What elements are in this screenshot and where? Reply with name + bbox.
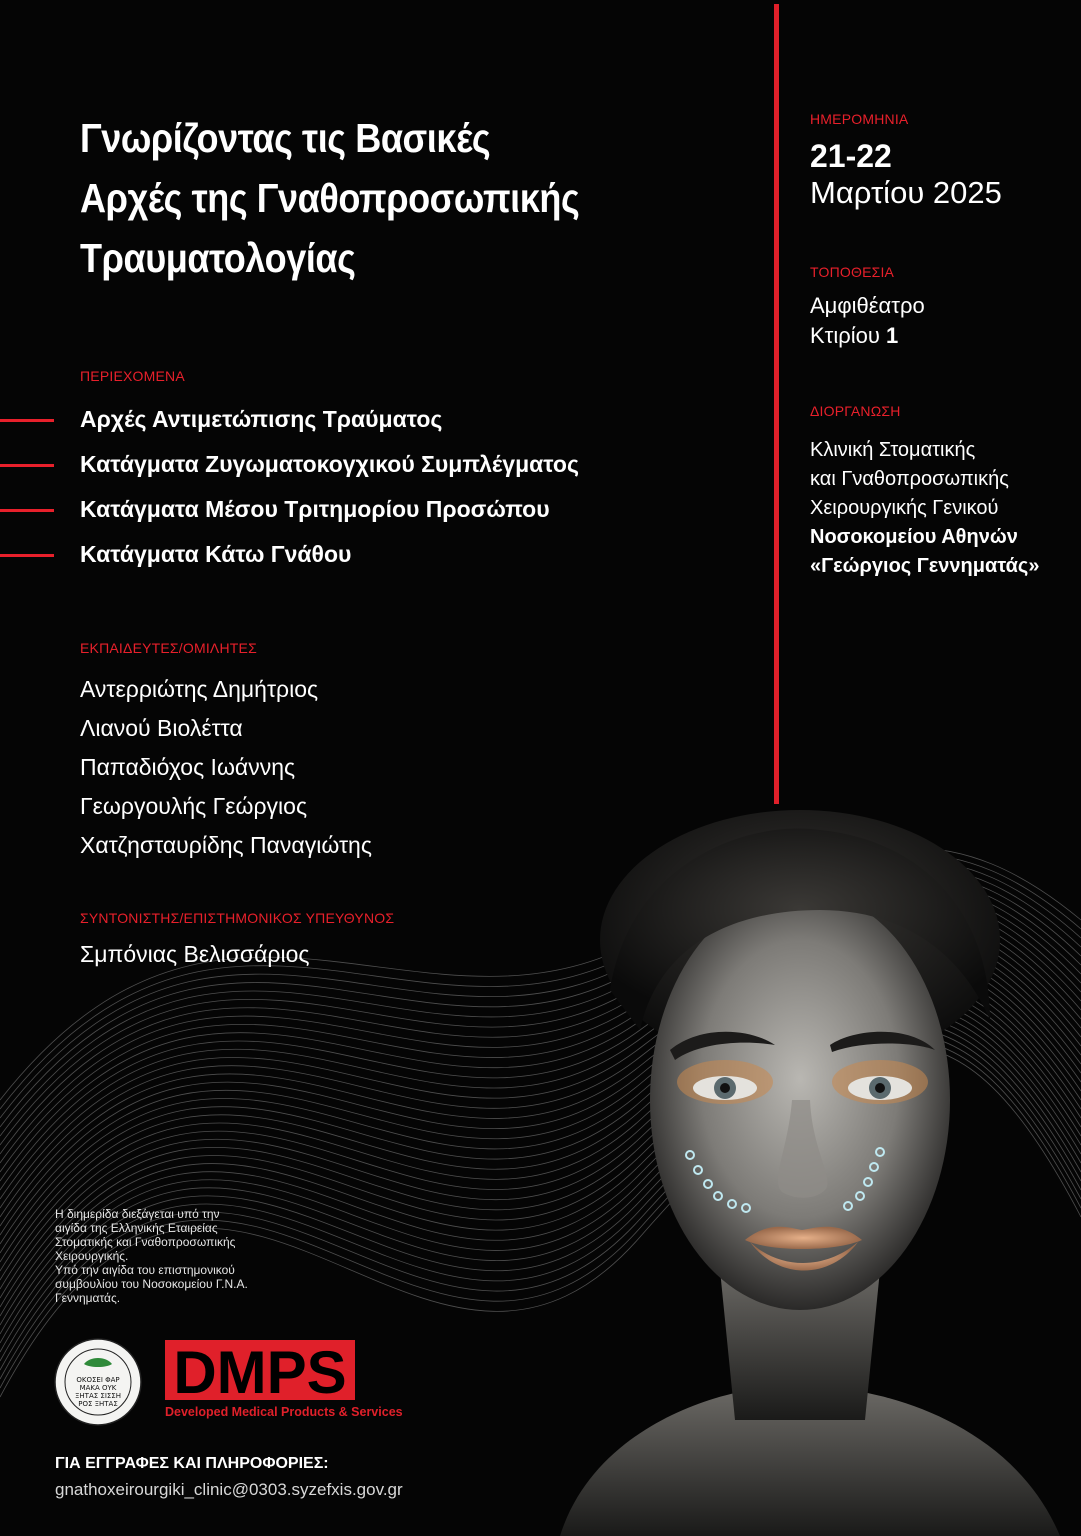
red-vertical-divider [774,4,779,804]
contents-list [0,398,720,578]
sponsor-note-line: Γεννηματάς. [55,1291,121,1305]
portrait-image [520,800,1081,1536]
organizer-line: Χειρουργικής Γενικού [810,497,999,519]
sponsor-note-line: συμβουλίου του Νοσοκομείου Γ.Ν.Α. [55,1277,248,1291]
seal-text: ΜΑΚΑ ΟΥΚ [79,1384,117,1392]
organizer-line: και Γναθοπροσωπικής [810,468,1009,490]
sponsor-note-line: αιγίδα της Ελληνικής Εταιρείας [55,1221,218,1235]
red-dash [0,509,54,512]
contents-item-text: Κατάγματα Μέσου Τριτημορίου Προσώπου [80,496,550,522]
sponsor-note-line: Η διημερίδα διεξάγεται υπό την [55,1207,220,1221]
sponsor-note-line: Χειρουργικής. [55,1249,129,1263]
dmps-logo [163,1338,403,1422]
coordinator-name: Σμπόνιας Βελισσάριος [80,941,310,967]
organizer-line: Νοσοκομείου Αθηνών [810,526,1018,548]
organizer-line: «Γεώργιος Γεννηματάς» [810,555,1040,577]
sponsor-note-line: Υπό την αιγίδα του επιστημονικού [55,1263,235,1277]
organizer-label: ΔΙΟΡΓΑΝΩΣΗ [810,403,901,419]
venue-line-2 [810,321,925,351]
page-title [80,108,661,288]
organizer-line: Κλινική Στοματικής [810,439,976,461]
sponsor-note [55,1207,265,1305]
contents-item-text: Κατάγματα Ζυγωματοκογχικού Συμπλέγματος [80,451,579,477]
speaker-name: Λιανού Βιολέττα [80,715,243,741]
red-dash [0,554,54,557]
venue-building: Κτιρίου [810,323,880,348]
list-item [0,533,720,578]
organizer [810,436,1039,581]
speaker-name: Χατζησταυρίδης Παναγιώτης [80,832,372,858]
registration-email[interactable]: gnathoxeirourgiki_clinic@0303.syzefxis.gov.gr [55,1480,403,1499]
venue-building-number: 1 [886,323,899,348]
list-item [0,398,720,443]
seal-text: ΞΗΤΑΣ ΣΙΣΣΗ [75,1392,121,1400]
red-dash [0,464,54,467]
date-days: 21-22 [810,138,892,174]
seal-text: ΡΟΣ ΞΗΤΑΣ [78,1400,118,1408]
location-label: ΤΟΠΟΘΕΣΙΑ [810,264,895,280]
registration-title: ΓΙΑ ΕΓΓΡΑΦΕΣ ΚΑΙ ΠΛΗΡΟΦΟΡΙΕΣ: [55,1455,329,1472]
speaker-name: Παπαδιόχος Ιωάννης [80,754,296,780]
title-line-3: Τραυματολογίας [80,235,356,281]
speakers-label: ΕΚΠΑΙΔΕΥΤΕΣ/ΟΜΙΛΗΤΕΣ [80,640,257,656]
venue [810,291,925,351]
sponsor-note-line: Στοματικής και Γναθοπροσωπικής [55,1235,236,1249]
list-item [0,443,720,488]
contents-item-text: Κατάγματα Κάτω Γνάθου [80,541,352,567]
society-seal-logo [54,1338,142,1426]
title-line-2: Αρχές της Γναθοπροσωπικής [80,175,580,221]
list-item [0,488,720,533]
seal-text: ΟΚΟΣΕΙ ΦΑΡ [76,1376,120,1384]
speaker-list [80,671,372,866]
dmps-tagline: Developed Medical Products & Services [165,1405,403,1419]
date-month-year: Μαρτίου 2025 [810,175,1002,210]
venue-line-1: Αμφιθέατρο [810,293,925,318]
contents-item-text: Αρχές Αντιμετώπισης Τραύματος [80,406,443,432]
speaker-name: Αντερριώτης Δημήτριος [80,676,319,702]
contents-label: ΠΕΡΙΕΧΟΜΕΝΑ [80,368,185,384]
coordinator-label: ΣΥΝΤΟΝΙΣΤΗΣ/ΕΠΙΣΤΗΜΟΝΙΚΟΣ ΥΠΕΥΘΥΝΟΣ [80,910,395,926]
title-line-1: Γνωρίζοντας τις Βασικές [80,115,491,161]
date-label: ΗΜΕΡΟΜΗΝΙΑ [810,111,909,127]
dmps-name: DMPS [173,1339,347,1406]
red-dash [0,419,54,422]
speaker-name: Γεωργουλής Γεώργιος [80,793,308,819]
